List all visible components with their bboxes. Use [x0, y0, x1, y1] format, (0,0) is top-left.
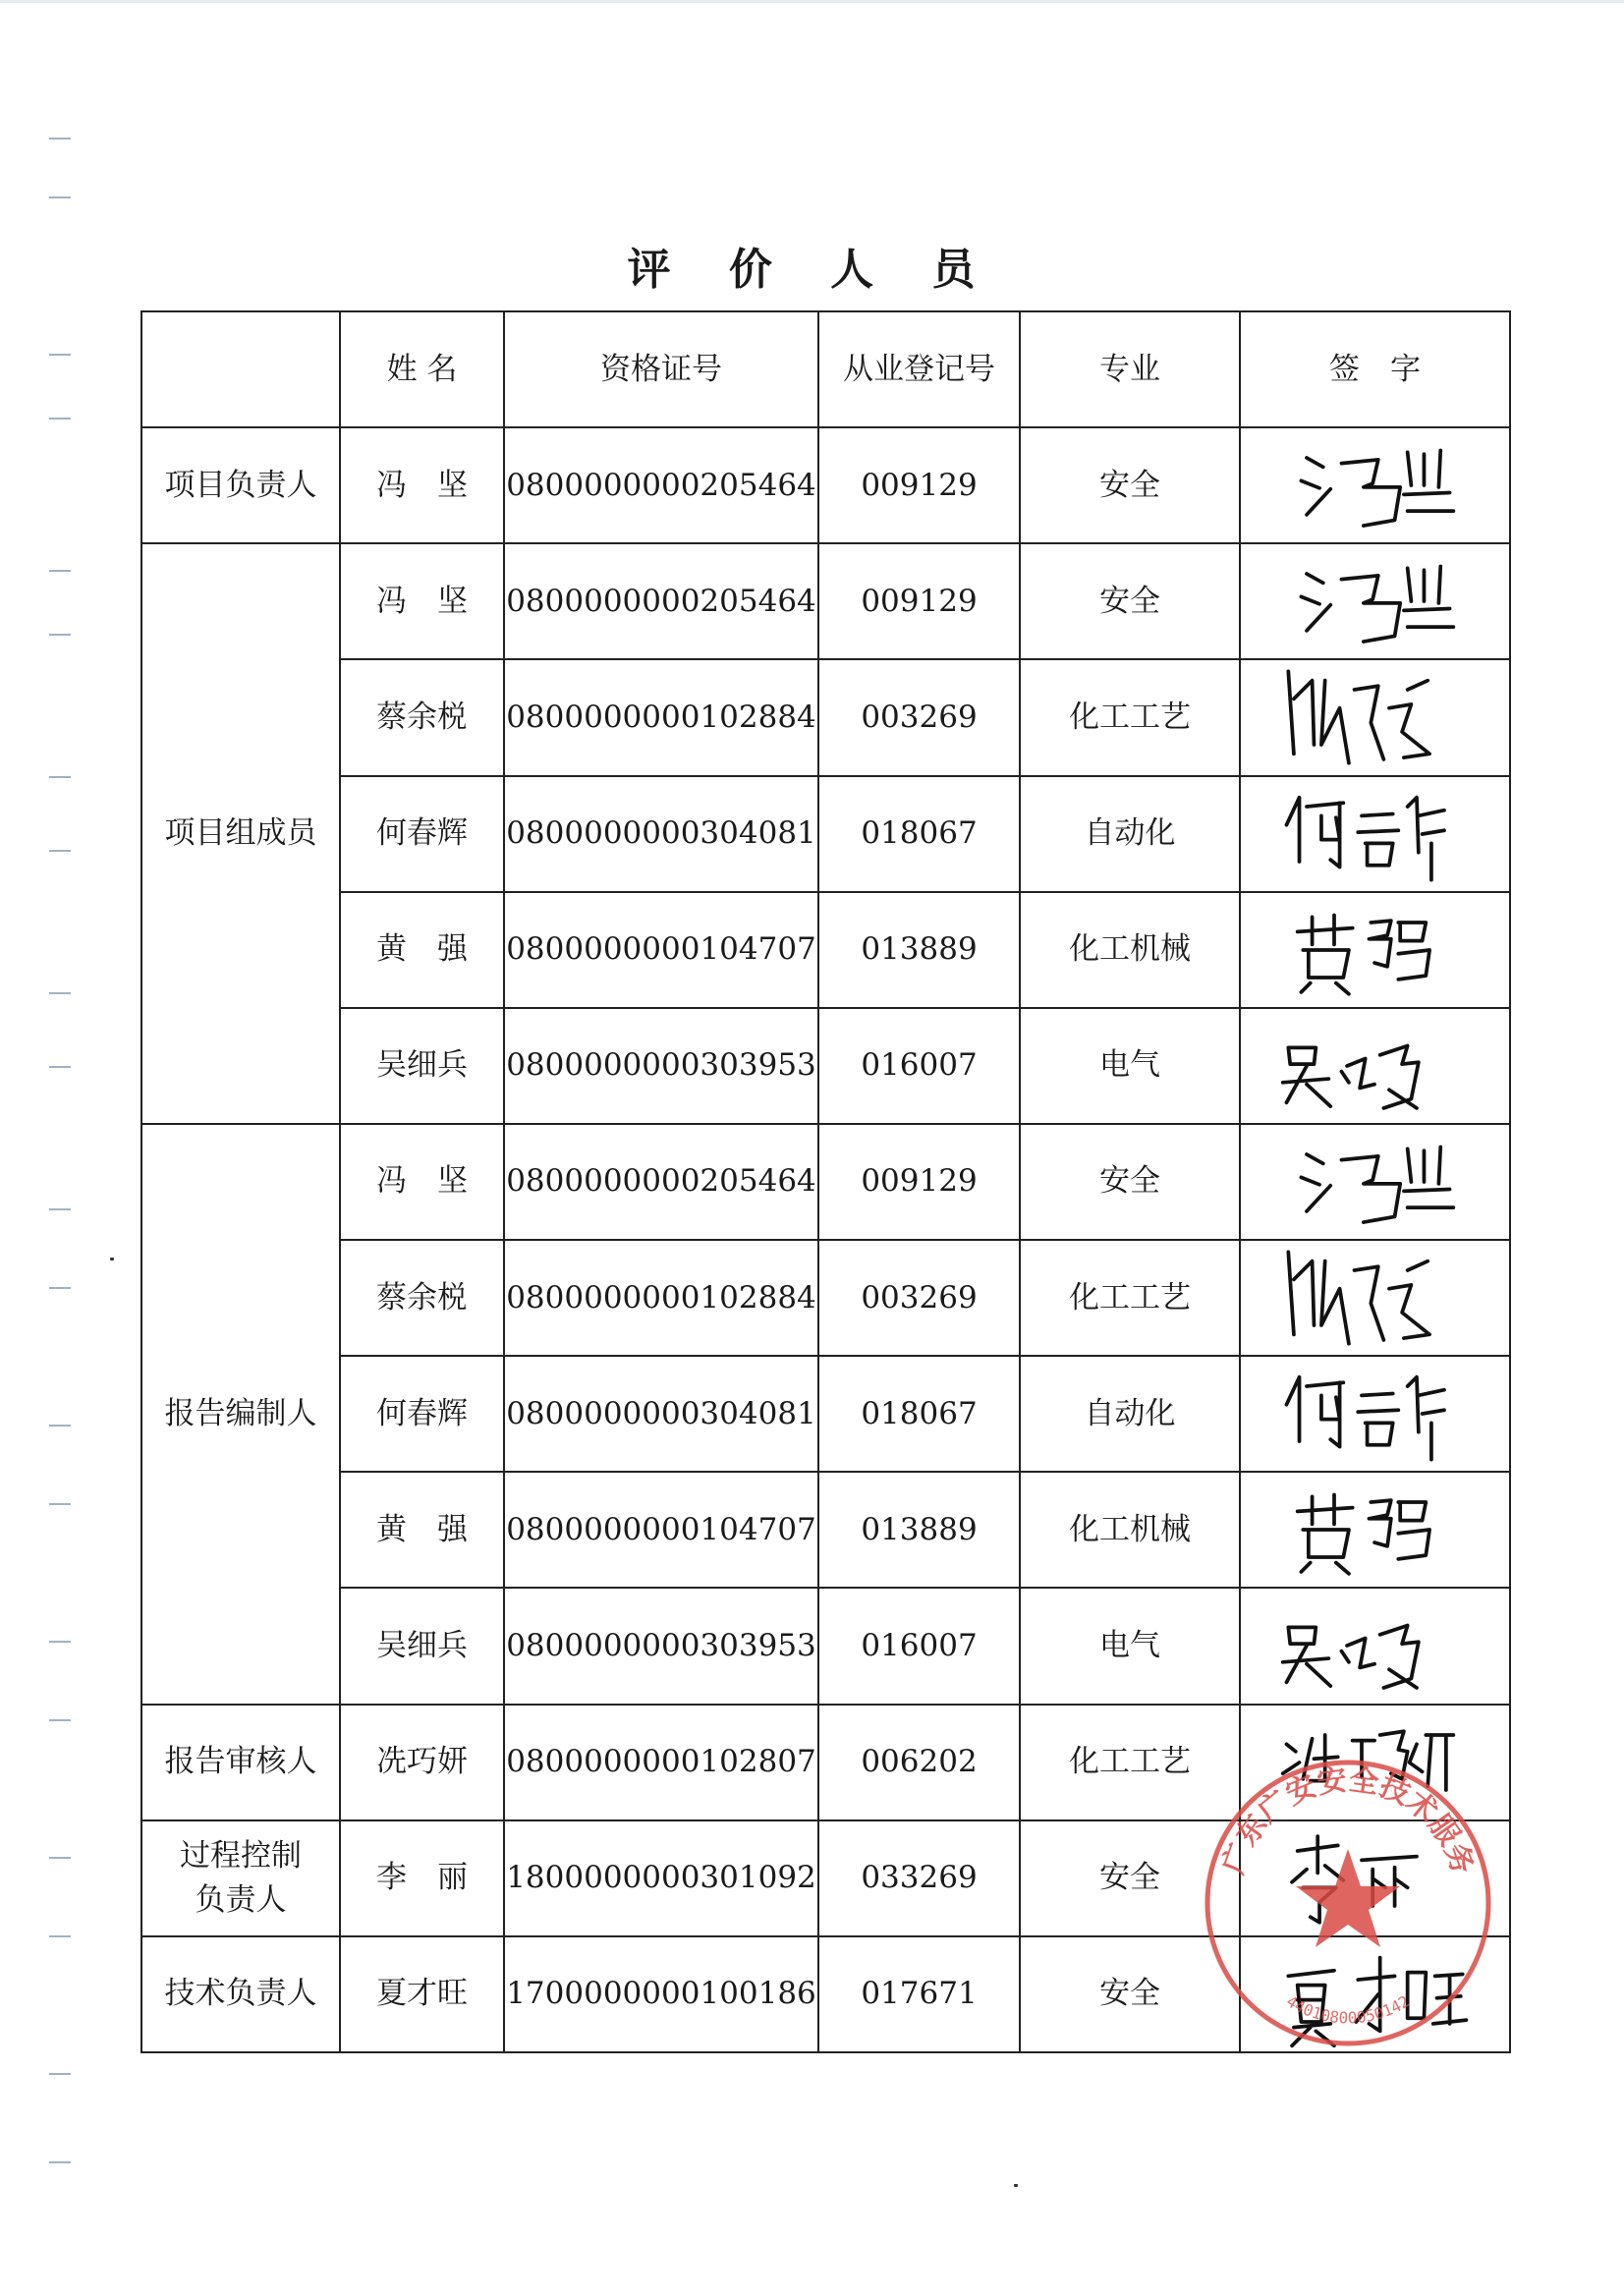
person-name-cell: 蔡余棁 [340, 659, 504, 775]
table-row [141, 1936, 1510, 2052]
handwritten-signature [1262, 1127, 1488, 1237]
table-row [141, 427, 1510, 543]
handwritten-signature [1262, 546, 1488, 656]
registration-no-cell: 006202 [818, 1705, 1020, 1820]
registration-no-cell: 018067 [818, 776, 1020, 892]
handwritten-signature [1262, 1823, 1488, 1933]
registration-no-cell: 033269 [818, 1820, 1020, 1936]
specialty-cell: 安全 [1020, 543, 1240, 659]
qualification-no-cell: 0800000000303953 [504, 1588, 818, 1704]
svg-text:广东广安安全技术服务: 广东广安安全技术服务 [1215, 1763, 1481, 1878]
specialty-cell: 化工工艺 [1020, 1240, 1240, 1356]
specialty-cell: 安全 [1020, 1936, 1240, 2052]
header-signature: 签 字 [1240, 311, 1510, 427]
signature-cell [1240, 1356, 1510, 1472]
handwritten-signature [1262, 1939, 1488, 2049]
registration-no-cell: 017671 [818, 1936, 1020, 2052]
qualification-no-cell: 0800000000102884 [504, 659, 818, 775]
table-row [141, 1240, 1510, 1356]
table-row [141, 543, 1510, 659]
signature-cell [1240, 1705, 1510, 1820]
registration-no-cell: 013889 [818, 892, 1020, 1008]
handwritten-signature [1262, 779, 1488, 889]
signature-cell [1240, 1936, 1510, 2052]
person-name-cell: 黄 强 [340, 892, 504, 1008]
table-row [141, 1705, 1510, 1820]
scan-edge [0, 0, 1624, 3]
role-cell: 报告审核人 [141, 1705, 340, 1820]
evaluation-personnel-table [140, 310, 1511, 2053]
handwritten-signature [1262, 1011, 1488, 1121]
signature-cell [1240, 1008, 1510, 1124]
table-row [141, 1356, 1510, 1472]
specialty-cell: 自动化 [1020, 1356, 1240, 1472]
header-row [141, 311, 1510, 427]
signature-cell [1240, 427, 1510, 543]
registration-no-cell: 009129 [818, 427, 1020, 543]
person-name-cell: 冼巧妍 [340, 1705, 504, 1820]
specialty-cell: 化工工艺 [1020, 1705, 1240, 1820]
handwritten-signature [1262, 430, 1488, 540]
qualification-no-cell: 0800000000102807 [504, 1705, 818, 1820]
role-cell: 项目组成员 [141, 543, 340, 1124]
signature-cell [1240, 776, 1510, 892]
qualification-no-cell: 0800000000102884 [504, 1240, 818, 1356]
scan-speck [1014, 2184, 1018, 2187]
registration-no-cell: 016007 [818, 1588, 1020, 1704]
qualification-no-cell: 0800000000104707 [504, 1472, 818, 1588]
role-cell: 技术负责人 [141, 1936, 340, 2052]
registration-no-cell: 009129 [818, 1124, 1020, 1240]
qualification-no-cell: 0800000000104707 [504, 892, 818, 1008]
person-name-cell: 吴细兵 [340, 1588, 504, 1704]
person-name-cell: 蔡余棁 [340, 1240, 504, 1356]
registration-no-cell: 018067 [818, 1356, 1020, 1472]
specialty-cell: 电气 [1020, 1008, 1240, 1124]
signature-cell [1240, 543, 1510, 659]
person-name-cell: 冯 坚 [340, 543, 504, 659]
table-row [141, 1820, 1510, 1936]
handwritten-signature [1262, 1243, 1488, 1353]
qualification-no-cell: 0800000000205464 [504, 1124, 818, 1240]
person-name-cell: 冯 坚 [340, 1124, 504, 1240]
handwritten-signature [1262, 1707, 1488, 1818]
qualification-no-cell: 0800000000205464 [504, 427, 818, 543]
specialty-cell: 化工工艺 [1020, 659, 1240, 775]
role-line: 过程控制 [180, 1837, 302, 1874]
handwritten-signature [1262, 1591, 1488, 1701]
binding-margin-marks [49, 138, 73, 2201]
svg-text:44010800050142: 44010800050142 [1283, 1991, 1413, 2028]
signature-cell [1240, 1820, 1510, 1936]
header-name: 姓 名 [340, 311, 504, 427]
header-qualification-no: 资格证号 [504, 311, 818, 427]
role-line: 负责人 [195, 1881, 287, 1918]
table-body [141, 311, 1510, 2052]
handwritten-signature [1262, 895, 1488, 1005]
qualification-no-cell: 1800000000301092 [504, 1820, 818, 1936]
signature-cell [1240, 892, 1510, 1008]
table-row [141, 1008, 1510, 1124]
signature-cell [1240, 659, 1510, 775]
table-row [141, 776, 1510, 892]
specialty-cell: 安全 [1020, 1124, 1240, 1240]
header-specialty: 专业 [1020, 311, 1240, 427]
specialty-cell: 安全 [1020, 1820, 1240, 1936]
qualification-no-cell: 0800000000303953 [504, 1008, 818, 1124]
role-cell: 项目负责人 [141, 427, 340, 543]
specialty-cell: 化工机械 [1020, 1472, 1240, 1588]
header-registration-no: 从业登记号 [818, 311, 1020, 427]
qualification-no-cell: 0800000000205464 [504, 543, 818, 659]
person-name-cell: 黄 强 [340, 1472, 504, 1588]
specialty-cell: 电气 [1020, 1588, 1240, 1704]
registration-no-cell: 003269 [818, 1240, 1020, 1356]
person-name-cell: 何春辉 [340, 776, 504, 892]
person-name-cell: 吴细兵 [340, 1008, 504, 1124]
qualification-no-cell: 0800000000304081 [504, 1356, 818, 1472]
person-name-cell: 何春辉 [340, 1356, 504, 1472]
registration-no-cell: 016007 [818, 1008, 1020, 1124]
signature-cell [1240, 1240, 1510, 1356]
role-cell: 报告编制人 [141, 1124, 340, 1705]
signature-cell [1240, 1472, 1510, 1588]
handwritten-signature [1262, 1475, 1488, 1585]
page-title: 评 价 人 员 [627, 245, 997, 295]
person-name-cell: 夏才旺 [340, 1936, 504, 2052]
table-row [141, 1124, 1510, 1240]
handwritten-signature [1262, 662, 1488, 772]
registration-no-cell: 003269 [818, 659, 1020, 775]
table-row [141, 892, 1510, 1008]
signature-cell [1240, 1124, 1510, 1240]
scan-speck [110, 1258, 114, 1260]
role-cell [141, 1820, 340, 1936]
registration-no-cell: 013889 [818, 1472, 1020, 1588]
registration-no-cell: 009129 [818, 543, 1020, 659]
table-row [141, 659, 1510, 775]
specialty-cell: 自动化 [1020, 776, 1240, 892]
specialty-cell: 安全 [1020, 427, 1240, 543]
specialty-cell: 化工机械 [1020, 892, 1240, 1008]
handwritten-signature [1262, 1359, 1488, 1469]
qualification-no-cell: 1700000000100186 [504, 1936, 818, 2052]
table-row [141, 1588, 1510, 1704]
person-name-cell: 冯 坚 [340, 427, 504, 543]
signature-cell [1240, 1588, 1510, 1704]
qualification-no-cell: 0800000000304081 [504, 776, 818, 892]
table-row [141, 1472, 1510, 1588]
person-name-cell: 李 丽 [340, 1820, 504, 1936]
header-blank-cell [141, 311, 340, 427]
